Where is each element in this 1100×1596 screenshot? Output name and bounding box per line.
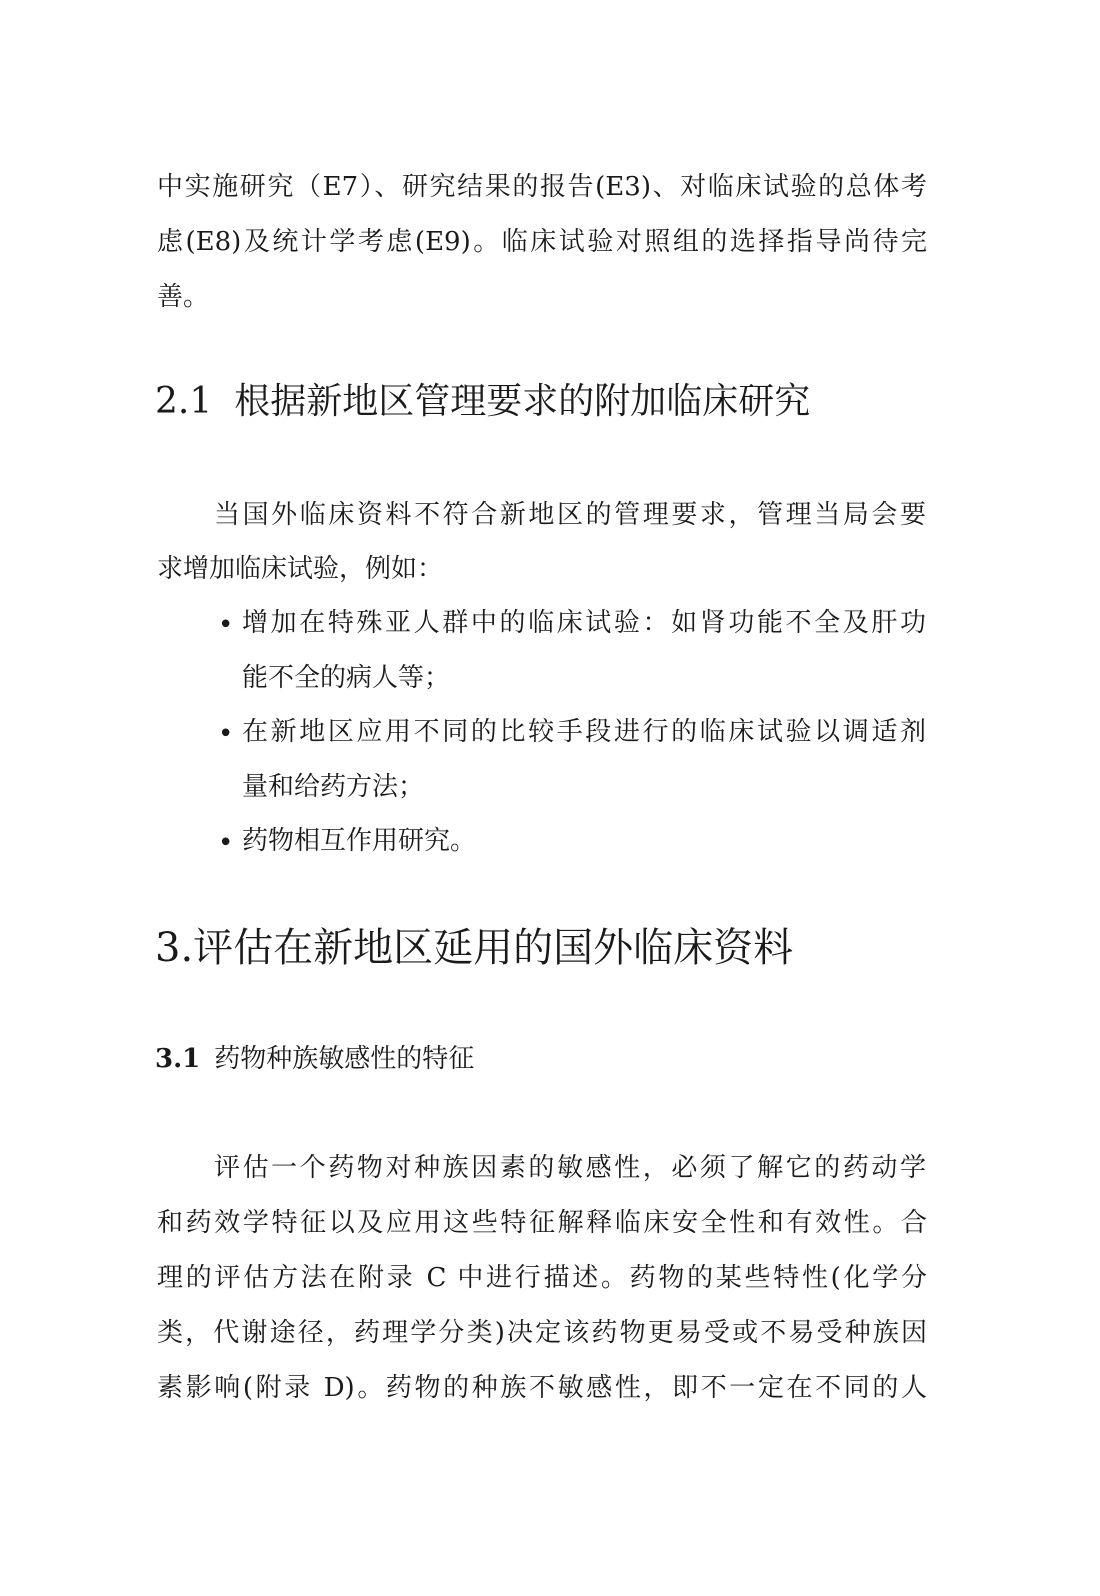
section-3-1-number: 3.1 bbox=[155, 1044, 201, 1074]
section-2-1-heading bbox=[155, 380, 810, 424]
section-3-1-title: 药物种族敏感性的特征 bbox=[214, 1044, 475, 1074]
section-2-1-line-2: 求增加临床试验，例如： bbox=[157, 554, 444, 584]
section-3-1-line-1: 评估一个药物对种族因素的敏感性，必须了解它的药动学 bbox=[214, 1153, 926, 1183]
section-2-1-line-1: 当国外临床资料不符合新地区的管理要求，管理当局会要 bbox=[214, 500, 926, 530]
bullet-1-line-1: 增加在特殊亚人群中的临床试验：如肾功能不全及肝功 bbox=[242, 608, 926, 638]
section-3-heading: 3.评估在新地区延用的国外临床资料 bbox=[155, 925, 794, 971]
intro-line-1: 中实施研究（E7）、研究结果的报告(E3)、对临床试验的总体考 bbox=[157, 172, 927, 202]
section-3-1-line-4: 类，代谢途径，药理学分类)决定该药物更易受或不易受种族因 bbox=[157, 1318, 927, 1348]
bullet-dot-icon: • bbox=[218, 719, 234, 749]
bullet-1-line-2: 能不全的病人等； bbox=[242, 663, 451, 693]
section-2-1-number: 2.1 bbox=[155, 381, 213, 422]
section-3-1-line-5: 素影响(附录 D)。药物的种族不敏感性，即不一定在不同的人 bbox=[157, 1373, 927, 1403]
section-2-1-title: 根据新地区管理要求的附加临床研究 bbox=[234, 381, 811, 422]
section-3-1-line-2: 和药效学特征以及应用这些特征解释临床安全性和有效性。合 bbox=[157, 1208, 927, 1238]
section-3-1-heading bbox=[155, 1042, 474, 1076]
section-3-1-line-3: 理的评估方法在附录 C 中进行描述。药物的某些特性(化学分 bbox=[157, 1263, 927, 1293]
bullet-2-line-1: 在新地区应用不同的比较手段进行的临床试验以调适剂 bbox=[242, 717, 926, 747]
bullet-3-line-1: 药物相互作用研究。 bbox=[242, 826, 477, 856]
bullet-dot-icon: • bbox=[218, 828, 234, 858]
bullet-dot-icon: • bbox=[218, 610, 234, 640]
intro-line-3: 善。 bbox=[157, 282, 210, 312]
intro-line-2: 虑(E8)及统计学考虑(E9)。临床试验对照组的选择指导尚待完 bbox=[157, 227, 927, 257]
bullet-2-line-2: 量和给药方法； bbox=[242, 772, 425, 802]
